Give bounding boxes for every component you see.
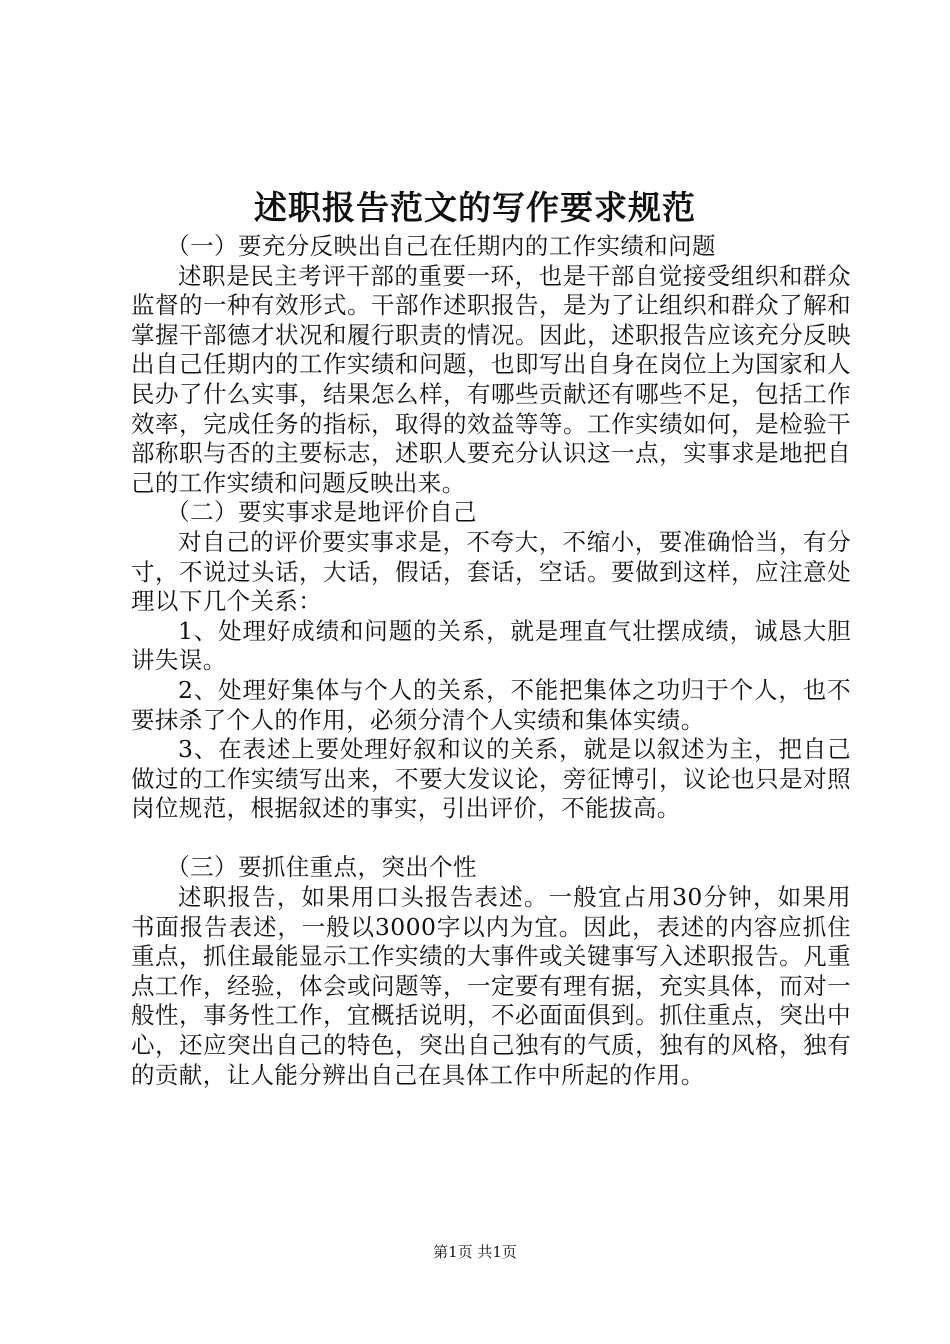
paragraph-3: 述职报告，如果用口头报告表述。一般宜占用30分钟，如果用书面报告表述，一般以3000字以内为宜。因此，表述的内容应抓住重点，抓住最能显示工作实绩的大事件或关键事写入述职报告。凡重点工作，经验，体会或问题等，一定要有理有据，充实具体，而对一般性，事务性工作，宜概括说明，不必面面俱到。抓住重点，突出中心，还应突出自己的特色，突出自己独有的气质，独有的风格，独有的贡献，让人能分辨出自己在具体工作中所起的作用。	[131, 883, 851, 1089]
section-heading-3: （三）要抓住重点，突出个性	[166, 853, 477, 882]
document-body	[131, 232, 851, 1090]
document-title: 述职报告范文的写作要求规范	[254, 188, 696, 227]
paragraph-1: 述职是民主考评干部的重要一环，也是干部自觉接受组织和群众监督的一种有效形式。干部作述职报告，是为了让组织和群众了解和掌握干部德才状况和履行职责的情况。因此，述职报告应该充分反映出自己任期内的工作实绩和问题，也即写出自身在岗位上为国家和人民办了什么实事，结果怎么样，有哪些贡献还有哪些不足，包括工作效率，完成任务的指标，取得的效益等等。工作实绩如何，是检验干部称职与否的主要标志，述职人要充分认识这一点，实事求是地把自己的工作实绩和问题反映出来。	[131, 261, 851, 497]
section-heading-2: （二）要实事求是地评价自己	[166, 498, 477, 527]
paragraph-2: 对自己的评价要实事求是，不夸大，不缩小，要准确恰当，有分寸，不说过头话，大话，假话，套话，空话。要做到这样，应注意处理以下几个关系：	[131, 527, 851, 616]
list-item-3: 3、在表述上要处理好叙和议的关系，就是以叙述为主，把自己做过的工作实绩写出来，不要大发议论，旁征博引，议论也只是对照岗位规范，根据叙述的事实，引出评价，不能拔高。	[131, 735, 851, 823]
list-item-1: 1、处理好成绩和问题的关系，就是理直气壮摆成绩，诚恳大胆讲失误。	[131, 616, 851, 675]
page-number-footer: 第1页 共1页	[433, 1243, 517, 1261]
section-heading-1: （一）要充分反映出自己在任期内的工作实绩和问题	[166, 232, 716, 260]
list-item-2: 2、处理好集体与个人的关系，不能把集体之功归于个人，也不要抹杀了个人的作用，必须分清个人实绩和集体实绩。	[131, 675, 851, 734]
